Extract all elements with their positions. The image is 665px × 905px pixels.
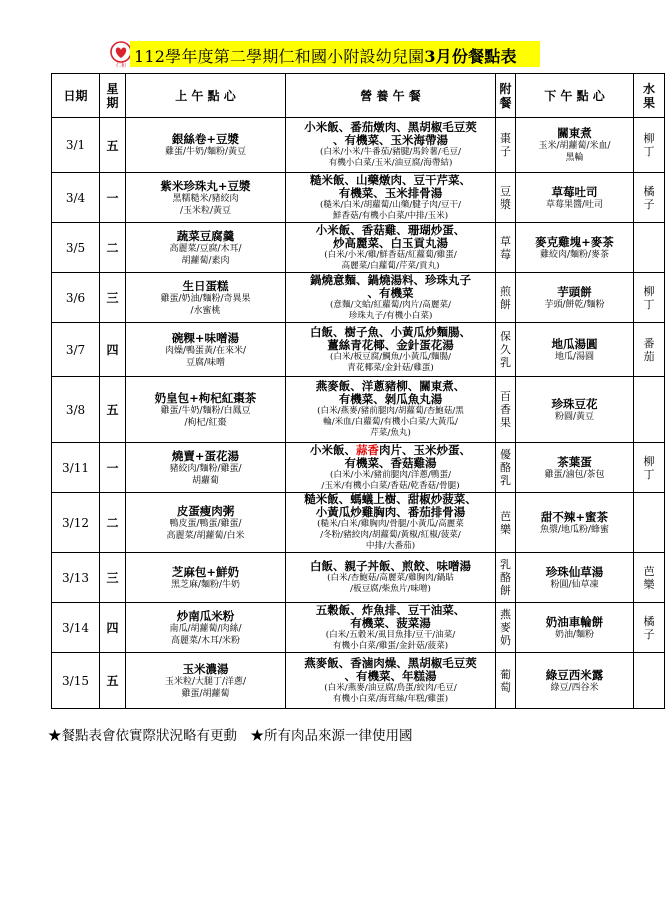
- vchar-line: 漿: [500, 197, 511, 211]
- afternoon-snack-name: 綠豆西米露: [545, 667, 604, 682]
- row-weekday: 五: [100, 653, 126, 709]
- sub-line: (糙米/白米/胡蘿蔔/山藥/腱子肉/豆干/: [319, 199, 462, 210]
- row-lunch: [286, 653, 496, 709]
- row-lunch: [286, 323, 496, 377]
- sub-line: 胡蘿蔔/素肉: [181, 255, 230, 266]
- row-weekday: 二: [100, 493, 126, 553]
- vchar-line: 子: [643, 197, 655, 211]
- sub-line: 雞絞肉/麵粉/麥茶: [539, 249, 610, 260]
- vchar-line: 橘: [643, 184, 655, 198]
- main-line: 五穀飯、炸魚排、豆干油菜、: [315, 602, 466, 617]
- sub-line: 雞蛋/牛奶/麵粉/白鳳豆: [160, 405, 251, 416]
- sub-line: 綠豆/西谷米: [550, 682, 599, 693]
- row-side: [496, 323, 516, 377]
- vchar-line: 酪: [500, 571, 511, 584]
- sub-line: 玉米粒/大腿丁/洋蔥/: [164, 676, 247, 687]
- col-fruit: 水 果: [634, 74, 665, 118]
- sub-line: 豆腐/味噌: [185, 357, 226, 368]
- sub-line: 雞蛋/奶油/麵粉/奇異果: [160, 293, 251, 304]
- meal-row: [52, 118, 665, 173]
- sub-line: 鴨皮蛋/鴨蛋/雞蛋/: [169, 518, 242, 529]
- row-weekday: 一: [100, 173, 126, 223]
- row-afternoon-snack: [516, 553, 634, 603]
- sub-line: 雞蛋/胡蘿蔔: [181, 688, 230, 699]
- vchar-line: 香: [500, 403, 511, 416]
- row-date: 3/11: [52, 443, 100, 493]
- row-afternoon-snack: [516, 653, 634, 709]
- main-line: 糙米飯、山藥燉肉、豆干芹菜、: [310, 172, 471, 187]
- afternoon-snack-name: 地瓜湯圓: [551, 336, 598, 351]
- afternoon-snack-name: 珍珠豆花: [551, 396, 598, 411]
- row-lunch: [286, 377, 496, 443]
- vchar-line: 芭: [643, 564, 655, 578]
- morning-snack-name: 炒南瓜米粉: [176, 608, 235, 623]
- lunch-main-line: 小米飯、蒜香肉片、玉米炒蛋、: [310, 442, 471, 457]
- vchar-line: 果: [500, 416, 511, 429]
- row-lunch: [286, 273, 496, 323]
- vchar-line: 橘: [643, 614, 655, 628]
- sub-line: 胡蘿蔔: [191, 475, 219, 486]
- footer-note-2: ★所有肉品來源一律使用國: [250, 728, 413, 744]
- col-morning-snack: 上 午 點 心: [126, 74, 286, 118]
- row-fruit: [634, 223, 665, 273]
- highlight-text: 蒜香: [356, 442, 379, 457]
- vchar-line: 保: [500, 330, 511, 343]
- vchar-line: 子: [500, 145, 511, 158]
- row-lunch: [286, 223, 496, 273]
- sub-line: (意麵/文蛤/紅蘿蔔/肉片/高麗菜/: [330, 299, 451, 310]
- main-line: 、有機菜: [367, 285, 414, 300]
- vchar-line: 丁: [643, 145, 655, 158]
- row-morning-snack: [126, 493, 286, 553]
- afternoon-snack-name: 草莓吐司: [551, 184, 598, 199]
- sub-line: (白米/板豆腐/鯛魚/小黃瓜/麵腸/: [330, 351, 451, 362]
- sub-line: (白米/杏鮑菇/高麗菜/雞胸肉/鍋貼: [327, 573, 454, 583]
- meal-row: [52, 377, 665, 443]
- row-date: 3/7: [52, 323, 100, 377]
- row-weekday: 一: [100, 443, 126, 493]
- main-line: 鍋燒意麵、鍋燒湯料、珍珠丸子: [310, 272, 471, 287]
- row-morning-snack: [126, 323, 286, 377]
- morning-snack-name: 蔬菜豆腐羹: [176, 228, 235, 243]
- vchar-line: 久: [500, 343, 511, 356]
- row-fruit: [634, 553, 665, 603]
- vchar-line: 樂: [643, 577, 655, 591]
- sub-line: 有機小白菜/雞蛋/金針菇/菠菜): [332, 640, 449, 651]
- row-morning-snack: [126, 603, 286, 653]
- main-line: 小米飯、香菇雞、珊瑚炒蛋、: [315, 222, 466, 237]
- vchar-line: 柳: [643, 284, 655, 298]
- main-line: 小米飯、番茄燉肉、黑胡椒毛豆莢: [304, 120, 477, 134]
- row-morning-snack: [126, 377, 286, 443]
- sub-line: (白米/小米/豬前腿肉/洋蔥/鴨蛋/: [330, 469, 451, 480]
- vchar-line: 煎: [500, 284, 511, 298]
- row-date: 3/4: [52, 173, 100, 223]
- logo-text: 仁和: [115, 63, 127, 69]
- row-weekday: 三: [100, 553, 126, 603]
- sub-line: 有機小白菜/海茸絲/年糕/雞蛋): [332, 693, 449, 704]
- row-weekday: 五: [100, 118, 126, 173]
- sub-line: /板豆腐/柴魚片/味噌): [350, 584, 431, 594]
- meal-row: [52, 173, 665, 223]
- row-side: [496, 118, 516, 173]
- row-side: [496, 443, 516, 493]
- footer-note-1: ★餐點表會依實際狀況略有更動: [48, 728, 237, 744]
- sub-line: 高麗菜/木耳/米粉: [170, 635, 241, 646]
- row-fruit: [634, 653, 665, 709]
- sub-line: 奶油/麵粉: [554, 629, 595, 640]
- sub-line: 輪/米血/白蘿蔔/有機小白菜/大黃瓜/: [323, 417, 458, 427]
- sub-line: (白米/燕麥/豬前腿肉/胡蘿蔔/杏鮑菇/黑: [317, 406, 464, 416]
- vchar-line: 乳: [500, 356, 511, 369]
- afternoon-snack-name: 麥克雞塊+麥茶: [535, 234, 614, 249]
- meal-row: [52, 223, 665, 273]
- sub-line: /冬粉/豬絞肉/胡蘿蔔/黃椒/紅椒/菠菜/: [320, 530, 461, 540]
- main-line: 薑絲青花椰、金針蛋花湯: [327, 337, 454, 352]
- morning-snack-name: 奶皇包+枸杞紅棗茶: [154, 390, 257, 405]
- morning-snack-name: 紫米珍珠丸+豆漿: [160, 178, 251, 193]
- sub-line: /玉米/有機小白菜/香菇/乾香菇/骨腿): [321, 480, 460, 491]
- vchar-line: 番: [643, 336, 655, 350]
- vchar-line: 丁: [643, 297, 655, 311]
- title-month: 3月份餐點表: [424, 47, 517, 66]
- afternoon-snack-name: 奶油車輪餅: [545, 614, 604, 629]
- vchar-line: 奶: [500, 634, 511, 647]
- row-afternoon-snack: [516, 323, 634, 377]
- main-line: 燕麥飯、香滷肉燥、黑胡椒毛豆莢: [304, 655, 477, 670]
- row-morning-snack: [126, 118, 286, 173]
- vchar-line: 柳: [643, 454, 655, 468]
- row-lunch: [286, 603, 496, 653]
- meal-row: [52, 493, 665, 553]
- sub-line: (白米/小米/牛番茄/豬腱/馬鈴薯/毛豆/: [319, 147, 462, 157]
- vchar-line: 優: [500, 448, 511, 461]
- sub-line: /玉米粒/黃豆: [179, 205, 232, 216]
- row-lunch: [286, 443, 496, 493]
- vchar-line: 萄: [500, 680, 511, 694]
- col-afternoon-snack: 下 午 點 心: [516, 74, 634, 118]
- morning-snack-name: 生日蛋糕: [182, 278, 229, 293]
- vchar-line: 酪: [500, 461, 511, 474]
- row-fruit: [634, 118, 665, 173]
- vchar-line: 餅: [500, 584, 511, 597]
- meal-row: [52, 603, 665, 653]
- row-date: 3/13: [52, 553, 100, 603]
- row-side: [496, 603, 516, 653]
- row-morning-snack: [126, 223, 286, 273]
- row-date: 3/15: [52, 653, 100, 709]
- row-side: [496, 653, 516, 709]
- row-fruit: [634, 377, 665, 443]
- main-line: 白飯、親子丼飯、煎餃、味噌湯: [310, 559, 471, 573]
- vchar-line: 餅: [500, 297, 511, 311]
- row-afternoon-snack: [516, 273, 634, 323]
- vchar-line: 芭: [500, 509, 511, 523]
- sub-line: 中排/大番茄): [365, 541, 416, 551]
- morning-snack-name: 玉米濃湯: [182, 661, 229, 676]
- row-weekday: 三: [100, 273, 126, 323]
- sub-line: 地瓜/湯圓: [554, 351, 595, 362]
- sub-line: (白米/小米/雞/鮮香菇/紅蘿蔔/雞蛋/: [324, 249, 457, 260]
- lunch-main-line: 有機菜、香菇雞湯: [344, 455, 437, 470]
- sub-line: 粉圓/仙草凍: [550, 579, 599, 590]
- meal-row: [52, 653, 665, 709]
- sub-line: 草莓果醬/吐司: [545, 199, 604, 210]
- vchar-line: 乳: [500, 558, 511, 571]
- row-lunch: [286, 118, 496, 173]
- morning-snack-name: 燒賣+蛋花湯: [171, 448, 240, 463]
- row-morning-snack: [126, 273, 286, 323]
- sub-line: 南瓜/胡蘿蔔/肉絲/: [169, 623, 242, 634]
- sub-line: 高麗菜/白蘿蔔/芹菜/貢丸): [341, 260, 440, 271]
- row-morning-snack: [126, 553, 286, 603]
- main-line: 炒高麗菜、白玉貢丸湯: [333, 235, 448, 250]
- sub-line: 鮮香菇/有機小白菜/中排/玉米): [332, 210, 449, 221]
- vchar-line: 草: [500, 234, 511, 248]
- row-fruit: [634, 323, 665, 377]
- afternoon-snack-name: 關東煮: [557, 126, 592, 140]
- vchar-line: 麥: [500, 621, 511, 634]
- sub-line: 芹菜/魚丸): [370, 428, 411, 438]
- header-row: [52, 74, 665, 118]
- row-afternoon-snack: [516, 493, 634, 553]
- sub-line: 雞蛋/牛奶/麵粉/黃豆: [164, 147, 247, 157]
- main-line: 有機菜、菠菜湯: [350, 615, 431, 630]
- title-main: 112學年度第二學期仁和國小附設幼兒園: [134, 47, 425, 66]
- row-date: 3/8: [52, 377, 100, 443]
- sub-line: 有機小白菜/玉米/油豆腐/海帶結): [328, 158, 453, 168]
- main-line: 糙米飯、螞蟻上樹、甜椒炒菠菜、: [304, 492, 477, 506]
- row-fruit: [634, 173, 665, 223]
- main-line: 小黃瓜炒雞胸肉、番茄排骨湯: [315, 505, 466, 519]
- meal-row: [52, 273, 665, 323]
- sub-line: 豬絞肉/麵粉/雞蛋/: [169, 463, 242, 474]
- row-side: [496, 493, 516, 553]
- main-line: 、有機菜、年糕湯: [344, 668, 437, 683]
- row-fruit: [634, 493, 665, 553]
- vchar-line: 葡: [500, 667, 511, 681]
- vchar-line: 燕: [500, 608, 511, 621]
- sub-line: 肉燥/鴨蛋黃/在來米/: [164, 345, 247, 356]
- row-side: [496, 273, 516, 323]
- vchar-line: 豆: [500, 184, 511, 198]
- sub-line: 珍珠丸子/有機小白菜): [348, 310, 433, 321]
- row-fruit: [634, 443, 665, 493]
- row-lunch: [286, 173, 496, 223]
- afternoon-snack-name: 珍珠仙草湯: [545, 564, 604, 579]
- row-weekday: 五: [100, 377, 126, 443]
- vchar-line: 樂: [500, 522, 511, 536]
- page-title: [134, 44, 517, 67]
- sub-line: 玉米/胡蘿蔔/米血/: [538, 141, 611, 151]
- main-line: 有機菜、玉米排骨湯: [338, 185, 443, 200]
- sub-line: 雞蛋/滷包/茶包: [544, 469, 605, 480]
- vchar-line: 柳: [643, 132, 655, 145]
- row-date: 3/1: [52, 118, 100, 173]
- row-date: 3/5: [52, 223, 100, 273]
- row-morning-snack: [126, 173, 286, 223]
- row-afternoon-snack: [516, 118, 634, 173]
- row-weekday: 四: [100, 323, 126, 377]
- col-side: 附 餐: [496, 74, 516, 118]
- row-side: [496, 173, 516, 223]
- vchar-line: 百: [500, 390, 511, 403]
- row-weekday: 二: [100, 223, 126, 273]
- meal-row: [52, 553, 665, 603]
- morning-snack-name: 碗粿+味噌湯: [171, 330, 240, 345]
- main-line: 、有機菜、玉米海帶湯: [333, 133, 448, 147]
- row-fruit: [634, 603, 665, 653]
- main-line: 白飯、樹子魚、小黃瓜炒麵腸、: [310, 324, 471, 339]
- sub-line: 黑芝麻/麵粉/牛奶: [170, 579, 241, 590]
- row-afternoon-snack: [516, 173, 634, 223]
- afternoon-snack-name: 甜不辣+蜜茶: [540, 509, 609, 524]
- sub-line: 高麗菜/豆腐/木耳/: [169, 243, 242, 254]
- row-fruit: [634, 273, 665, 323]
- row-afternoon-snack: [516, 377, 634, 443]
- sub-line: /枸杞/紅棗: [184, 417, 227, 428]
- sub-line: /水蜜桃: [190, 305, 221, 316]
- vchar-line: 丁: [643, 467, 655, 481]
- sub-line: 高麗菜/胡蘿蔔/白米: [166, 530, 245, 541]
- row-side: [496, 223, 516, 273]
- afternoon-snack-name: 芋頭餅: [557, 284, 592, 299]
- vchar-line: 莓: [500, 247, 511, 261]
- vchar-line: 棗: [500, 132, 511, 145]
- morning-snack-name: 皮蛋瘦肉粥: [176, 503, 235, 518]
- row-date: 3/14: [52, 603, 100, 653]
- row-afternoon-snack: [516, 603, 634, 653]
- row-date: 3/6: [52, 273, 100, 323]
- row-weekday: 四: [100, 603, 126, 653]
- vchar-line: 乳: [500, 474, 511, 487]
- main-line: 燕麥飯、洋蔥豬柳、關東煮、: [315, 379, 466, 393]
- afternoon-snack-name: 茶葉蛋: [557, 454, 592, 469]
- col-weekday: 星 期: [100, 74, 126, 118]
- vchar-line: 子: [643, 627, 655, 641]
- vchar-line: 茄: [643, 349, 655, 363]
- sub-line: 魚漿/地瓜粉/蜂蜜: [539, 524, 610, 535]
- morning-snack-name: 芝麻包+鮮奶: [171, 564, 240, 579]
- row-date: 3/12: [52, 493, 100, 553]
- row-side: [496, 553, 516, 603]
- row-lunch: [286, 553, 496, 603]
- sub-line: 黑糯糙米/豬絞肉: [172, 193, 239, 204]
- row-morning-snack: [126, 443, 286, 493]
- col-date: 日期: [52, 74, 100, 118]
- meal-row: [52, 443, 665, 493]
- row-morning-snack: [126, 653, 286, 709]
- col-lunch: 營 養 午 餐: [286, 74, 496, 118]
- sub-line: 青花椰菜/金針菇/雞蛋): [347, 362, 434, 373]
- meal-table: [51, 73, 665, 709]
- sub-line: (白米/五穀米/虱目魚排/豆干/油菜/: [325, 629, 456, 640]
- sub-line: (糙米/白米/雞胸肉/骨腿/小黃瓜/高麗菜: [317, 519, 464, 529]
- footer-notes: [48, 724, 413, 744]
- row-afternoon-snack: [516, 443, 634, 493]
- sub-line: 芋頭/餅乾/麵粉: [544, 299, 605, 310]
- sub-line: 粉圓/黃豆: [554, 411, 595, 422]
- meal-row: [52, 323, 665, 377]
- sub-line: (白米/燕麥/油豆腐/鳥蛋/絞肉/毛豆/: [324, 682, 457, 693]
- page-header: [108, 40, 540, 69]
- row-side: [496, 377, 516, 443]
- row-lunch: [286, 493, 496, 553]
- morning-snack-name: 銀絲卷+豆漿: [171, 132, 240, 146]
- sub-line: 黑輪: [565, 153, 584, 163]
- main-line: 有機菜、剝瓜魚丸湯: [338, 392, 443, 406]
- row-afternoon-snack: [516, 223, 634, 273]
